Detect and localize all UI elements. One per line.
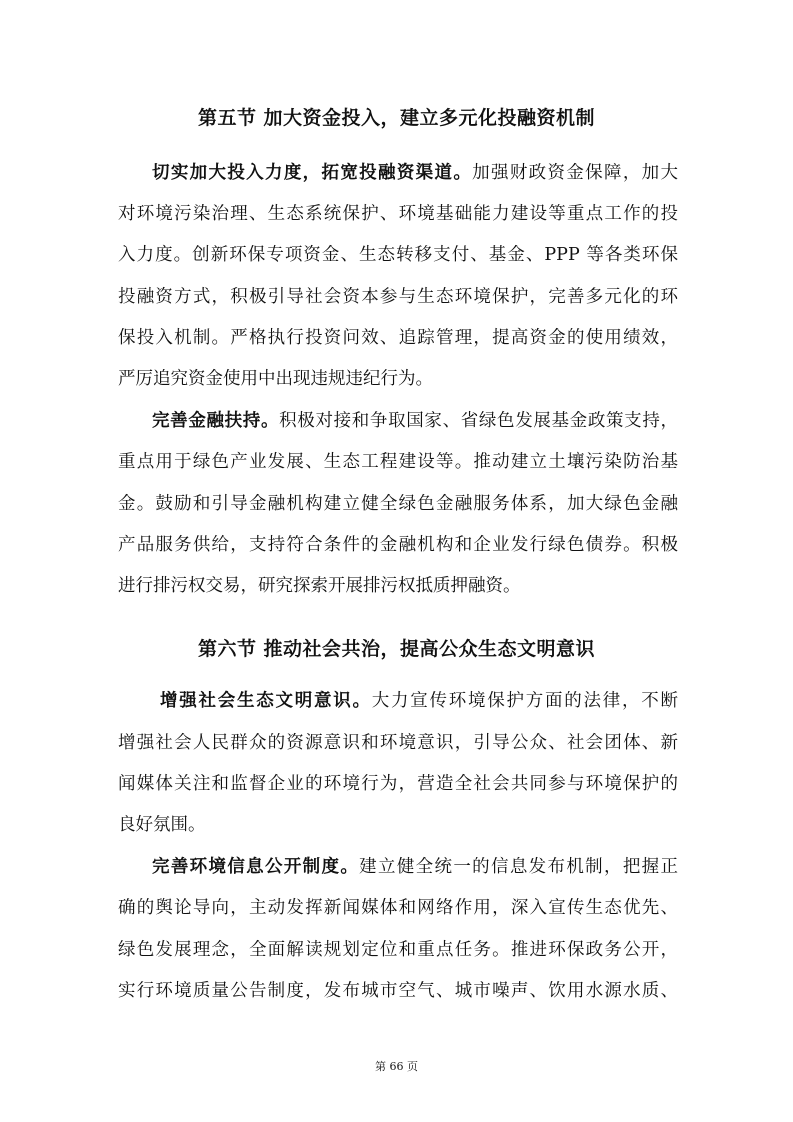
paragraph-lead: 完善金融扶持。	[152, 411, 280, 431]
paragraph-line: 确的舆论导向，主动发挥新闻媒体和网络作用，深入宣传生态优先、	[118, 898, 678, 918]
paragraph-lead: 切实加大投入力度，拓宽投融资渠道。	[152, 163, 473, 183]
page-number: 第 66 页	[375, 1060, 418, 1073]
paragraph-line: 保投入机制。严格执行投资问效、追踪管理，提高资金的使用绩效，	[118, 328, 678, 348]
paragraph-line: 完善环境信息公开制度。建立健全统一的信息发布机制，把握正	[152, 857, 679, 877]
paragraph-line: 重点用于绿色产业发展、生态工程建设等。推动建立土壤污染防治基	[118, 452, 678, 472]
paragraph-line: 金。鼓励和引导金融机构建立健全绿色金融服务体系，加大绿色金融	[118, 494, 678, 514]
paragraph-line: 完善金融扶持。积极对接和争取国家、省绿色发展基金政策支持，	[152, 411, 678, 431]
paragraph-lead: 完善环境信息公开制度。	[152, 857, 360, 877]
paragraph-lead: 增强社会生态文明意识。	[160, 691, 372, 711]
paragraph-line: 绿色发展理念，全面解读规划定位和重点任务。推进环保政务公开，	[118, 940, 678, 960]
paragraph-line: 良好氛围。	[118, 815, 206, 835]
paragraph-line: 投融资方式，积极引导社会资本参与生态环境保护，完善多元化的环	[118, 287, 678, 307]
section-heading-6: 第六节 推动社会共治，提高公众生态文明意识	[197, 638, 596, 660]
paragraph-line: 实行环境质量公告制度，发布城市空气、城市噪声、饮用水源水质、	[118, 981, 678, 1001]
paragraph-line: 增强社会生态文明意识。大力宣传环境保护方面的法律，不断	[160, 691, 678, 711]
paragraph-line: 严厉追究资金使用中出现违规违纪行为。	[118, 369, 433, 389]
section-heading-5: 第五节 加大资金投入，建立多元化投融资机制	[197, 107, 596, 129]
paragraph-line: 增强社会人民群众的资源意识和环境意识，引导公众、社会团体、新	[118, 733, 678, 753]
paragraph-line: 进行排污权交易，研究探索开展排污权抵质押融资。	[118, 576, 521, 596]
paragraph-line: 入力度。创新环保专项资金、生态转移支付、基金、PPP 等各类环保	[118, 245, 678, 265]
paragraph-line: 闻媒体关注和监督企业的环境行为，营造全社会共同参与环境保护的	[118, 774, 678, 794]
paragraph-line: 切实加大投入力度，拓宽投融资渠道。加强财政资金保障，加大	[152, 163, 679, 183]
paragraph-line: 对环境污染治理、生态系统保护、环境基础能力建设等重点工作的投	[118, 204, 678, 224]
paragraph-line: 产品服务供给，支持符合条件的金融机构和企业发行绿色债券。积极	[118, 535, 678, 555]
